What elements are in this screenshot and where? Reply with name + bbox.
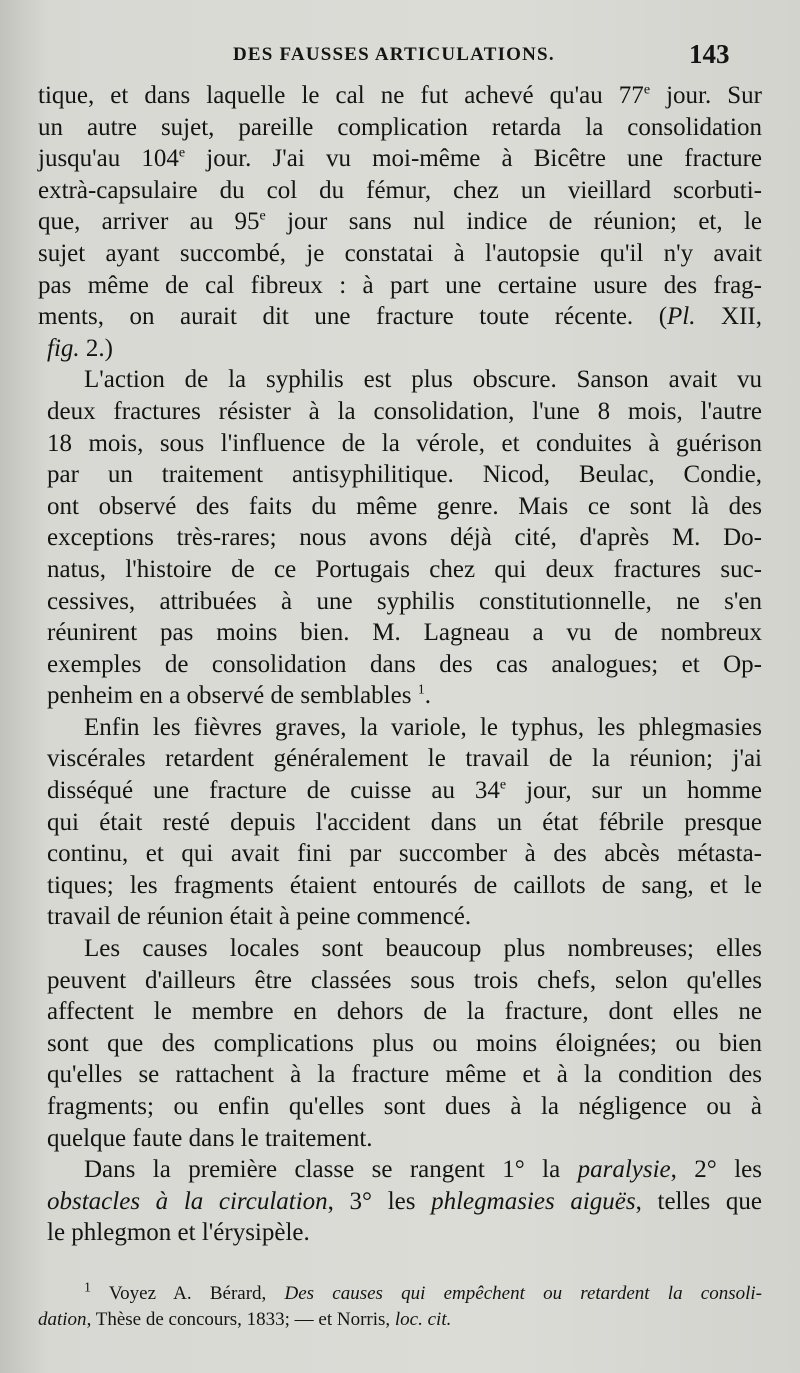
text-line: qu'elles se rattachent à la fracture même et à la condition des: [47, 1061, 762, 1089]
footnote-mark: 1: [84, 1280, 91, 1296]
text-line: jusqu'au 104e jour. J'ai vu moi-même à Bicêtre une fracture: [38, 145, 762, 173]
text-line: travail de réunion était à peine commencé.: [47, 903, 472, 931]
paragraph-start: L'action de la syphilis est plus obscure. Sanson avait vu: [84, 366, 762, 394]
text-line: tiques; les fragments étaient entourés de caillots de sang, et le: [47, 871, 762, 899]
text-line: que, arriver au 95e jour sans nul indice de réunion; et, le: [38, 208, 762, 236]
text-line: 18 mois, sous l'influence de la vérole, et conduites à guérison: [47, 429, 762, 457]
paragraph-start: Dans la première classe se rangent 1° la paralysie, 2° les: [84, 1156, 762, 1184]
text-line: fig. 2.): [47, 334, 113, 362]
text-line: le phlegmon et l'érysipèle.: [47, 1219, 310, 1247]
text-line: exceptions très-rares; nous avons déjà cité, d'après M. Do-: [47, 524, 762, 552]
text-line: par un traitement antisyphilitique. Nicod, Beulac, Condie,: [47, 461, 762, 489]
text-line: natus, l'histoire de ce Portugais chez qui deux fractures suc-: [47, 555, 762, 583]
text-line: affectent le membre en dehors de la fracture, dont elles ne: [47, 998, 762, 1026]
running-title: DES FAUSSES ARTICULATIONS.: [233, 44, 555, 65]
text-line: qui était resté depuis l'accident dans un état fébrile presque: [47, 808, 762, 836]
text-line: sont que des complications plus ou moins éloignées; ou bien: [47, 1029, 762, 1057]
page-header: [0, 36, 800, 76]
text-line: ments, on aurait dit une fracture toute récente. (Pl. XII,: [38, 303, 762, 331]
text-line: disséqué une fracture de cuisse au 34e jour, sur un homme: [47, 777, 762, 805]
footnote: [38, 1281, 762, 1333]
footnote-ref: 1: [417, 682, 425, 698]
page-number: 143: [689, 39, 730, 69]
paragraph-start: Les causes locales sont beaucoup plus nombreuses; elles: [84, 935, 762, 963]
text-line: ont observé des faits du même genre. Mais ce sont là des: [47, 492, 762, 520]
text-line: cessives, attribuées à une syphilis constitutionnelle, ne s'en: [47, 587, 762, 615]
body-text: [38, 80, 762, 1249]
text-line: un autre sujet, pareille complication retarda la consolidation: [38, 113, 762, 141]
text-line: pas même de cal fibreux : à part une certaine usure des frag-: [38, 271, 762, 299]
footnote-line: dation, Thèse de concours, 1833; — et Norris, loc. cit.: [38, 1309, 452, 1330]
text-line: exemples de consolidation dans des cas analogues; et Op-: [47, 650, 762, 678]
text-line: tique, et dans laquelle le cal ne fut achevé qu'au 77e jour. Sur: [38, 82, 763, 109]
text-line: fragments; ou enfin qu'elles sont dues à la négligence ou à: [47, 1093, 762, 1120]
text-line: obstacles à la circulation, 3° les phlegmasies aiguës, telles que: [47, 1187, 763, 1215]
text-line: extrà-capsulaire du col du fémur, chez un vieillard scorbuti-: [38, 176, 762, 204]
text-line: penheim en a observé de semblables $^1$.: [47, 682, 431, 710]
text-line: deux fractures résister à la consolidation, l'une 8 mois, l'autre: [47, 397, 762, 425]
text-line: peuvent d'ailleurs être classées sous trois chefs, selon qu'elles: [47, 966, 762, 994]
text-line: quelque faute dans le traitement.: [47, 1124, 373, 1152]
text-line: sujet ayant succombé, je constatai à l'autopsie qu'il n'y avait: [38, 239, 762, 267]
paragraph-start: Enfin les fièvres graves, la variole, le typhus, les phlegmasies: [84, 713, 762, 741]
text-line: viscérales retardent généralement le travail de la réunion; j'ai: [47, 745, 762, 773]
text-line: réunirent pas moins bien. M. Lagneau a vu de nombreux: [47, 619, 762, 647]
text-line: continu, et qui avait fini par succomber à des abcès métasta-: [47, 840, 762, 868]
footnote-line: $^1$ Voyez A. Bérard, Des causes qui empêchent ou retardent la consoli-: [84, 1280, 762, 1304]
